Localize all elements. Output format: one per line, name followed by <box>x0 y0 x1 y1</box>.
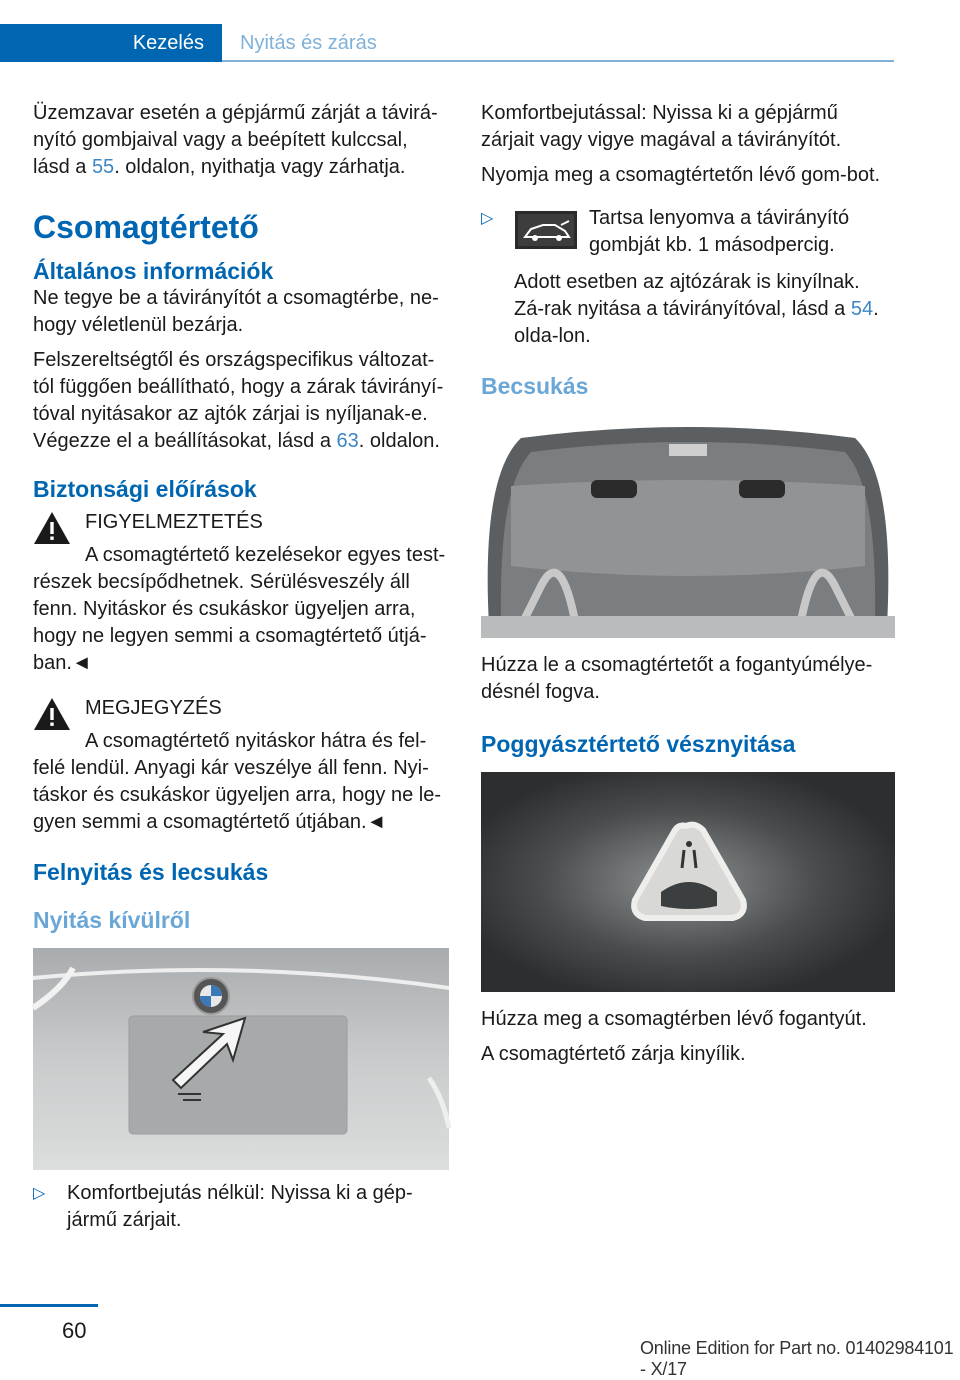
trunk-lid-photo <box>481 416 895 638</box>
bullet-text: Komfortbejutás nélkül: Nyissa ki a gép-jármű zárjait. <box>67 1182 413 1231</box>
emergency-paragraph-2: A csomagtértető zárja kinyílik. <box>481 1043 746 1065</box>
page-link-63[interactable]: 63 <box>336 430 359 452</box>
warning-icon <box>33 697 71 731</box>
close-text: Húzza le a csomagtértetőt a fogantyúmélye-désnél fogva. <box>481 654 873 703</box>
header-tabbar <box>0 0 960 62</box>
notice-block <box>33 695 449 836</box>
remote-bullet <box>481 205 895 261</box>
footer-rule <box>0 1304 98 1307</box>
close-heading: Becsukás <box>481 373 589 399</box>
warning-icon <box>33 511 71 545</box>
open-close-heading: Felnyitás és lecsukás <box>33 859 269 885</box>
remote-text-2-end: . olda-lon. <box>514 298 879 347</box>
remote-text-2: Adott esetben az ajtózárak is kinyílnak. Zá-rak nyitása a távirányítóval, lásd a <box>514 271 860 320</box>
bullet-item <box>33 1180 449 1234</box>
comfort-paragraph-1: Komfortbejutással: Nyissa ki a gépjármű zárjait vagy vigye magával a távirányítót. <box>481 102 842 151</box>
safety-heading: Biztonsági előírások <box>33 476 257 502</box>
warning-title: FIGYELMEZTETÉS <box>85 511 263 533</box>
bullet-marker: ▷ <box>481 210 494 227</box>
tab-kezeles[interactable]: Kezelés <box>0 24 222 62</box>
remote-text: Tartsa lenyomva a távirányító gombját kb. 1 másodpercig. <box>589 207 850 256</box>
emergency-paragraph-1: Húzza meg a csomagtérben lévő fogantyút. <box>481 1008 867 1030</box>
edition-text: Online Edition for Part no. 01402984101 - X/17 <box>640 1338 954 1379</box>
car-trunk-remote-icon <box>515 211 577 249</box>
edition-watermark <box>640 1338 960 1380</box>
general-paragraph-1: Ne tegye be a távirányítót a csomagtérbe, ne-hogy véletlenül bezárja. <box>33 287 439 336</box>
right-column <box>481 100 895 1068</box>
left-column <box>33 100 449 1234</box>
page-link-55[interactable]: 55 <box>91 156 115 178</box>
intro-text-end: . oldalon, nyithatja vagy zárhatja. <box>114 156 406 178</box>
emergency-release-photo <box>481 772 895 992</box>
remote-paragraph-2 <box>481 269 895 350</box>
page-link-54[interactable]: 54 <box>850 298 874 320</box>
warning-block <box>33 509 449 677</box>
general-text-end: . oldalon. <box>358 430 440 452</box>
trunk-button-photo <box>33 948 449 1170</box>
notice-text: A csomagtértető nyitáskor hátra és fel-felé lendül. Anyagi kár veszélye áll fenn. Nyi-táskor és csukáskor ügyeljen arra, hogy ne le-gyen semmi a csomagtértető útjában.◄ <box>33 730 441 833</box>
general-paragraph-2 <box>33 347 449 455</box>
notice-title: MEGJEGYZÉS <box>85 697 222 719</box>
warning-text: A csomagtértető kezelésekor egyes test-részek becsípődhetnek. Sérülésveszély áll fenn. Nyitáskor és csukáskor ügyeljen arra, hogy ne legyen semmi a csomagtértető útjá-ban.◄ <box>33 544 446 674</box>
intro-paragraph <box>33 100 449 181</box>
general-text: Felszereltségtől és országspecifikus változat-tól függően beállítható, hogy a zárak távirányí-tóval nyitásakor az ajtók zárjai is nyíljanak-e. Végezze el a beállításokat, lásd a <box>33 349 444 452</box>
intro-text: Üzemzavar esetén a gépjármű zárját a távirá-nyító gombjaival vagy a beépített kulccsal, lásd a <box>33 102 438 178</box>
header-rule <box>222 60 894 62</box>
tab-nyitas-es-zaras[interactable]: Nyitás és zárás <box>240 32 377 54</box>
emergency-heading: Poggyásztértető vésznyitása <box>481 731 796 757</box>
outside-open-heading: Nyitás kívülről <box>33 907 191 933</box>
page-number: 60 <box>62 1318 87 1343</box>
comfort-paragraph-2: Nyomja meg a csomagtértetőn lévő gom-bot. <box>481 164 881 186</box>
general-info-heading: Általános információk <box>33 258 274 284</box>
section-title: Csomagtértető <box>33 209 259 245</box>
bullet-marker: ▷ <box>33 1185 46 1202</box>
